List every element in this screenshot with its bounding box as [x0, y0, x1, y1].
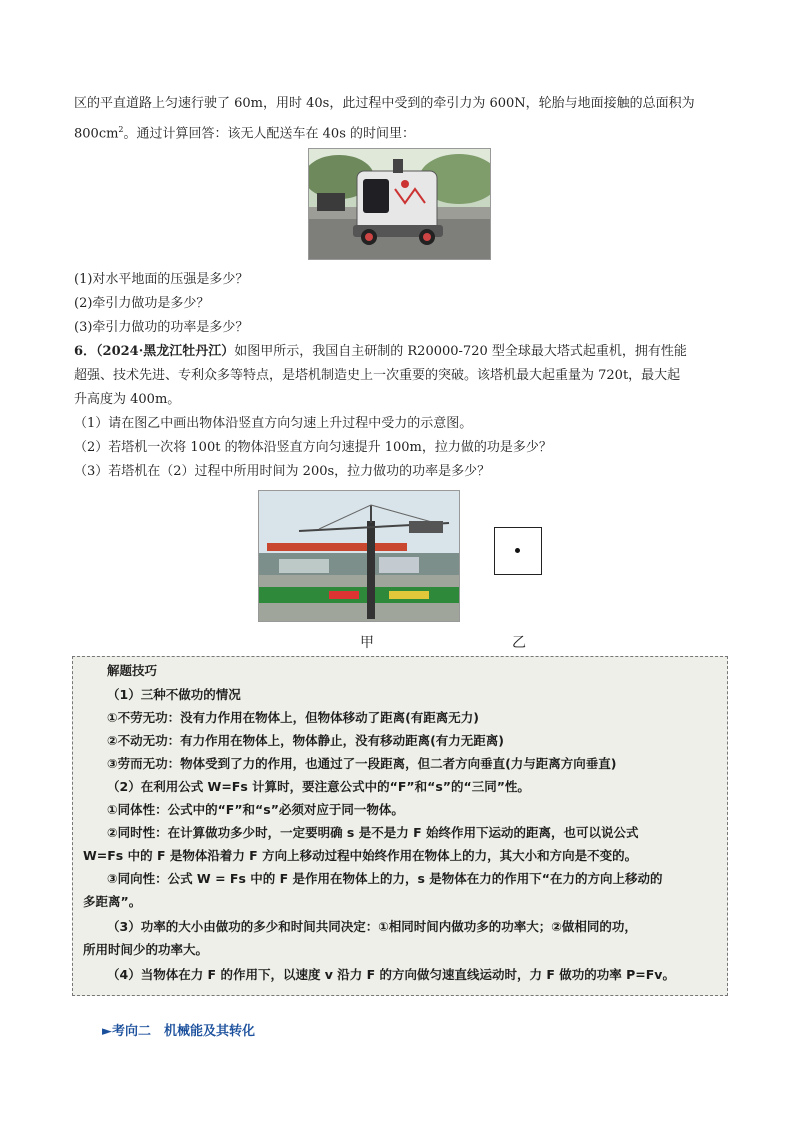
p5-question-1: (1)对水平地面的压强是多少？ [74, 272, 249, 287]
tips-line-11: （3）功率的大小由做功的多少和时间共同决定：①相同时间内做功多的功率大；②做相同的功， [107, 919, 637, 934]
tips-line-6: ①同体性：公式中的“F”和“s”必须对应于同一物体。 [107, 802, 404, 817]
tips-line-4: ③劳而无功：物体受到了力的作用，也通过了一段距离，但二者方向垂直(力与距离方向垂直) [107, 756, 617, 771]
p6-text-line-1 [74, 342, 687, 362]
tips-line-12: 所用时间少的功率大。 [83, 942, 209, 957]
caption-yi: 乙 [512, 635, 526, 651]
p5-question-2: (2)牵引力做功是多少？ [74, 296, 210, 311]
tips-line-3: ②不动无功：有力作用在物体上，物体静止，没有移动距离(有力无距离) [107, 733, 505, 748]
tips-box [72, 656, 728, 996]
tips-line-9: ③同向性：公式 W = Fs 中的 F 是作用在物体上的力，s 是物体在力的作用下“在力的方向上移动的 [107, 871, 663, 886]
caption-jia: 甲 [360, 635, 374, 651]
tips-line-13: （4）当物体在力 F 的作用下，以速度 v 沿力 F 的方向做匀速直线运动时，力 F 做功的功率 P=Fv。 [107, 967, 675, 982]
tips-line-8: W=Fs 中的 F 是物体沿着力 F 方向上移动过程中始终作用在物体上的力，其大小和方向是不变的。 [83, 848, 638, 863]
p5-question-3: (3)牵引力做功的功率是多少？ [74, 320, 249, 335]
force-diagram-box[interactable] [494, 527, 542, 575]
delivery-robot-photo [308, 148, 491, 260]
tips-title: 解题技巧 [107, 663, 158, 678]
section-heading: ►考向二 机械能及其转化 [102, 1024, 255, 1039]
p5-text-line-1: 区的平直道路上匀速行驶了 60m，用时 40s，此过程中受到的牵引力为 600N，轮胎与地面接触的总面积为 [74, 96, 695, 111]
p6-text-line-2: 超强、技术先进、专利众多等特点，是塔机制造史上一次重要的突破。该塔机最大起重量为 720t，最大起 [74, 368, 681, 383]
p5-text-line-2-rest: 。通过计算回答：该无人配送车在 40s 的时间里： [123, 126, 415, 142]
tips-line-7: ②同时性：在计算做功多少时，一定要明确 s 是不是力 F 始终作用下运动的距离，也可以说公式 [107, 825, 639, 840]
p5-area-exponent: 2 [118, 125, 124, 134]
tips-line-1: （1）三种不做功的情况 [107, 687, 241, 702]
p6-question-1: （1）请在图乙中画出物体沿竖直方向匀速上升过程中受力的示意图。 [74, 416, 473, 431]
tips-line-5: （2）在利用公式 W=Fs 计算时，要注意公式中的“F”和“s”的“三同”性。 [107, 779, 530, 794]
p6-question-2: （2）若塔机一次将 100t 的物体沿竖直方向匀速提升 100m，拉力做的功是多少？ [74, 440, 552, 455]
p5-area-value: 800cm [74, 126, 119, 142]
p6-text-line-3: 升高度为 400m。 [74, 392, 181, 407]
p5-text-line-2 [74, 120, 415, 144]
p6-question-3: （3）若塔机在（2）过程中所用时间为 200s，拉力做功的功率是多少？ [74, 464, 491, 479]
p6-intro: 如图甲所示，我国自主研制的 R20000-720 型全球最大塔式起重机，拥有性能 [234, 344, 687, 359]
tower-crane-photo [258, 490, 460, 622]
tips-line-10: 多距离”。 [83, 894, 142, 909]
object-point [515, 548, 520, 553]
tips-line-2: ①不劳无功：没有力作用在物体上，但物体移动了距离(有距离无力) [107, 710, 480, 725]
p6-label: 6．（2024·黑龙江牡丹江） [74, 344, 235, 359]
